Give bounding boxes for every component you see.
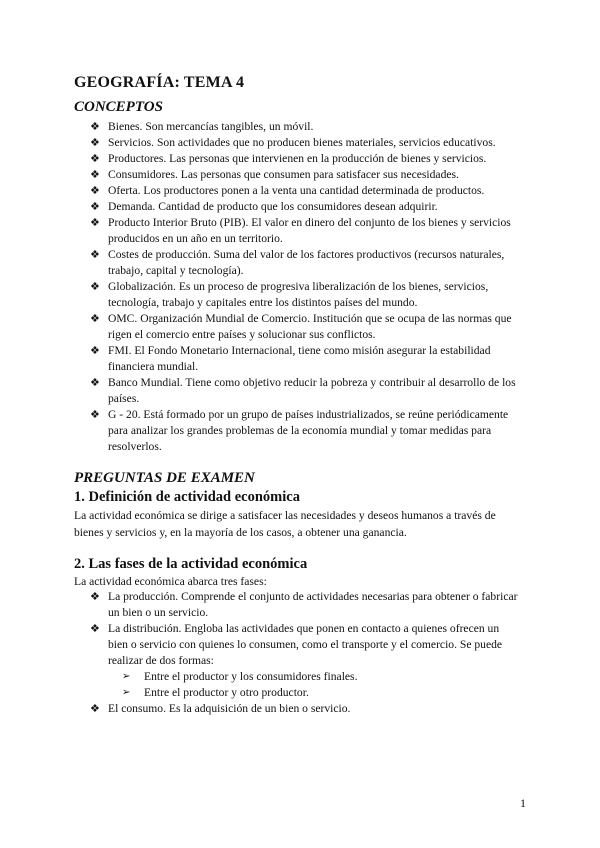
conceptos-list (0, 119, 518, 455)
list-item-text: FMI. El Fondo Monetario Internacional, tiene como misión asegurar la estabilidad financiera mundial. (108, 344, 491, 373)
list-item (0, 199, 518, 215)
list-item (0, 151, 518, 167)
question-1-text: La actividad económica se dirige a satisfacer las necesidades y deseos humanos a través de bienes y servicios y, en la mayoría de los casos, a obtener una ganancia. (74, 509, 496, 539)
list-item-text: Consumidores. Las personas que consumen para satisfacer sus necesidades. (108, 168, 459, 181)
list-item (0, 167, 518, 183)
list-item (0, 589, 518, 621)
list-item-text: La producción. Comprende el conjunto de actividades necesarias para obtener o fabricar un bien o un servicio. (108, 590, 518, 619)
preguntas-heading: PREGUNTAS DE EXAMEN (74, 470, 255, 486)
list-item-text: Costes de producción. Suma del valor de los factores productivos (recursos naturales, trabajo, capital y tecnología). (108, 248, 505, 277)
arrow-icon: ➢ (122, 687, 131, 698)
four-point-star-icon: ❖ (90, 281, 100, 293)
page-number: 1 (520, 796, 526, 810)
list-item-text: Bienes. Son mercancías tangibles, un móvil. (108, 120, 314, 133)
conceptos-heading: CONCEPTOS (74, 99, 163, 115)
four-point-star-icon: ❖ (90, 153, 100, 165)
question-2-intro: La actividad económica abarca tres fases: (74, 575, 267, 588)
sub-list-item (108, 669, 518, 685)
four-point-star-icon: ❖ (90, 217, 100, 229)
list-item-text: Banco Mundial. Tiene como objetivo reducir la pobreza y contribuir al desarrollo de los países. (108, 376, 516, 405)
list-item (0, 183, 518, 199)
question-2-heading: 2. Las fases de la actividad económica (74, 556, 308, 572)
fases-list (0, 589, 518, 717)
list-item-text: Demanda. Cantidad de producto que los consumidores desean adquirir. (108, 200, 438, 213)
four-point-star-icon: ❖ (90, 377, 100, 389)
list-item (0, 343, 518, 375)
four-point-star-icon: ❖ (90, 169, 100, 181)
list-item-text: OMC. Organización Mundial de Comercio. Institución que se ocupa de las normas que rigen el comercio entre países y solucionar sus conflictos. (108, 312, 512, 341)
list-item-text: Servicios. Son actividades que no producen bienes materiales, servicios educativos. (108, 136, 496, 149)
question-1-heading: 1. Definición de actividad económica (74, 489, 300, 505)
four-point-star-icon: ❖ (90, 345, 100, 357)
list-item (0, 311, 518, 343)
sub-list-item (108, 685, 518, 701)
list-item-text: La distribución. Engloba las actividades que ponen en contacto a quienes ofrecen un bien o servicio con quienes lo consumen, como el transporte y el comercio. Se puede realizar de dos formas: (108, 622, 503, 667)
four-point-star-icon: ❖ (90, 623, 100, 635)
sub-list (108, 669, 518, 701)
arrow-icon: ➢ (122, 671, 131, 682)
list-item-text: El consumo. Es la adquisición de un bien o servicio. (108, 702, 351, 715)
list-item (0, 701, 518, 717)
sub-list-item-text: Entre el productor y otro productor. (144, 686, 309, 699)
list-item-text: Globalización. Es un proceso de progresiva liberalización de los bienes, servicios, tecnología, trabajo y capitales entre los distintos países del mundo. (108, 280, 489, 309)
list-item (0, 375, 518, 407)
sub-list-item-text: Entre el productor y los consumidores finales. (144, 670, 358, 683)
list-item-text: Productores. Las personas que intervienen en la producción de bienes y servicios. (108, 152, 487, 165)
list-item (0, 215, 518, 247)
list-item (0, 135, 518, 151)
four-point-star-icon: ❖ (90, 121, 100, 133)
list-item-text: G - 20. Está formado por un grupo de países industrializados, se reúne periódicamente para analizar los grandes problemas de la economía mundial y tomar medidas para resolverlos. (108, 408, 509, 453)
list-item (0, 279, 518, 311)
four-point-star-icon: ❖ (90, 313, 100, 325)
list-item-text: Producto Interior Bruto (PIB). El valor en dinero del conjunto de los bienes y servicios producidos en un año en un territorio. (108, 216, 511, 245)
four-point-star-icon: ❖ (90, 185, 100, 197)
page-title: GEOGRAFÍA: TEMA 4 (74, 74, 245, 91)
list-item (0, 247, 518, 279)
list-item-text: Oferta. Los productores ponen a la venta una cantidad determinada de productos. (108, 184, 485, 197)
four-point-star-icon: ❖ (90, 137, 100, 149)
four-point-star-icon: ❖ (90, 201, 100, 213)
four-point-star-icon: ❖ (90, 249, 100, 261)
four-point-star-icon: ❖ (90, 591, 100, 603)
four-point-star-icon: ❖ (90, 409, 100, 421)
list-item (0, 621, 518, 701)
list-item (0, 407, 518, 455)
four-point-star-icon: ❖ (90, 703, 100, 715)
list-item (0, 119, 518, 135)
